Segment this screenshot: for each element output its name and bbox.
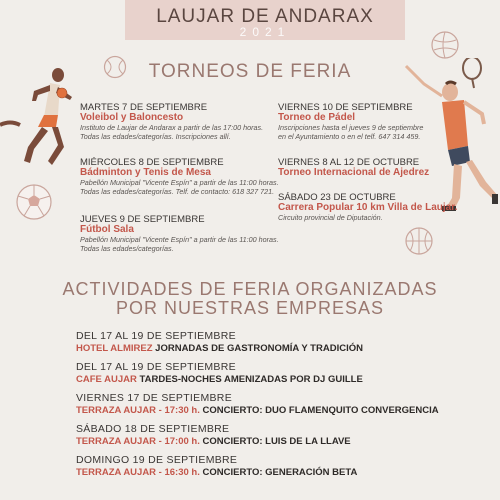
- event-date: MARTES 7 DE SEPTIEMBRE: [80, 102, 208, 113]
- event-desc-line: Instituto de Laujar de Andarax a partir de las 17:00 horas.: [80, 123, 264, 132]
- event-name: Torneo de Pádel: [278, 112, 356, 123]
- activity-date: VIERNES 17 DE SEPTIEMBRE: [76, 392, 232, 404]
- activity-name: CONCIERTO: DUO FLAMENQUITO CONVERGENCIA: [202, 405, 439, 416]
- event-date: VIERNES 8 AL 12 DE OCTUBRE: [278, 157, 420, 168]
- event-futbol-sala: [80, 215, 280, 253]
- actividades-title: [40, 280, 460, 318]
- activity-item: [76, 330, 476, 354]
- soccer-ball-icon: [15, 183, 53, 221]
- event-name: Voleibol y Baloncesto: [80, 112, 184, 123]
- activity-name: CONCIERTO: LUIS DE LA LLAVE: [202, 436, 351, 447]
- event-date: SÁBADO 23 DE OCTUBRE: [278, 192, 396, 203]
- event-ajedrez: [278, 158, 448, 178]
- event-desc-line: Inscripciones hasta el jueves 9 de septiembre: [278, 123, 424, 132]
- activity-place: HOTEL ALMIREZ: [76, 343, 153, 354]
- event-desc-line: Pabellón Municipal "Vicente Espín" a partir de las 11:00 horas.: [80, 235, 279, 244]
- event-desc-line: Todas las edades/categorías.: [80, 244, 174, 253]
- activity-name: JORNADAS DE GASTRONOMÍA Y TRADICIÓN: [155, 343, 363, 354]
- activity-place: CAFE AUJAR: [76, 374, 137, 385]
- activity-date: DEL 17 AL 19 DE SEPTIEMBRE: [76, 361, 236, 373]
- event-padel: [278, 103, 438, 141]
- actividades-title-line1: ACTIVIDADES DE FERIA ORGANIZADAS: [62, 279, 438, 299]
- town-name: LAUJAR DE ANDARAX: [156, 6, 374, 27]
- event-name: Bádminton y Tenis de Mesa: [80, 167, 211, 178]
- event-desc-line: Todas las edades/categorías. Inscripciones allí.: [80, 132, 231, 141]
- event-name: Fútbol Sala: [80, 224, 134, 235]
- activity-date: DOMINGO 19 DE SEPTIEMBRE: [76, 454, 238, 466]
- event-date: MIÉRCOLES 8 DE SEPTIEMBRE: [80, 157, 224, 168]
- torneos-title: TORNEOS DE FERIA: [148, 61, 352, 82]
- year: 2021: [239, 25, 291, 39]
- activity-item: [76, 423, 476, 447]
- activity-item: [76, 361, 476, 385]
- event-desc-line: Pabellón Municipal "Vicente Espín" a partir de las 11:00 horas.: [80, 178, 279, 187]
- activity-date: DEL 17 AL 19 DE SEPTIEMBRE: [76, 330, 236, 342]
- event-badminton: [80, 158, 280, 196]
- basketball-icon: [404, 226, 434, 256]
- activity-name: CONCIERTO: GENERACIÓN BETA: [202, 467, 358, 478]
- tennis-ball-icon: [103, 55, 127, 79]
- activity-place: TERRAZA AUJAR - 16:30 h.: [76, 467, 200, 478]
- activity-date: SÁBADO 18 DE SEPTIEMBRE: [76, 423, 230, 435]
- event-desc-line: en el Ayuntamiento o en el telf. 647 314 459.: [278, 132, 421, 141]
- event-desc-line: Todas las edades/categorías. Telf. de contacto: 618 327 721.: [80, 187, 275, 196]
- activity-item: [76, 454, 476, 478]
- activity-name: TARDES-NOCHES AMENIZADAS POR DJ GUILLE: [139, 374, 363, 385]
- event-voleibol: [80, 103, 280, 141]
- actividades-title-line2: POR NUESTRAS EMPRESAS: [115, 298, 385, 318]
- event-carrera: [278, 193, 458, 222]
- volleyball-icon: [430, 30, 460, 60]
- event-desc-line: Circuito provincial de Diputación.: [278, 213, 383, 222]
- event-date: VIERNES 10 DE SEPTIEMBRE: [278, 102, 413, 113]
- event-name: Torneo Internacional de Ajedrez: [278, 167, 430, 178]
- event-name: Carrera Popular 10 km Villa de Laujar.: [278, 202, 458, 213]
- event-date: JUEVES 9 DE SEPTIEMBRE: [80, 214, 205, 225]
- activity-place: TERRAZA AUJAR - 17:00 h.: [76, 436, 200, 447]
- basketball-player-illustration: [0, 65, 80, 175]
- activity-item: [76, 392, 476, 416]
- activity-place: TERRAZA AUJAR - 17:30 h.: [76, 405, 200, 416]
